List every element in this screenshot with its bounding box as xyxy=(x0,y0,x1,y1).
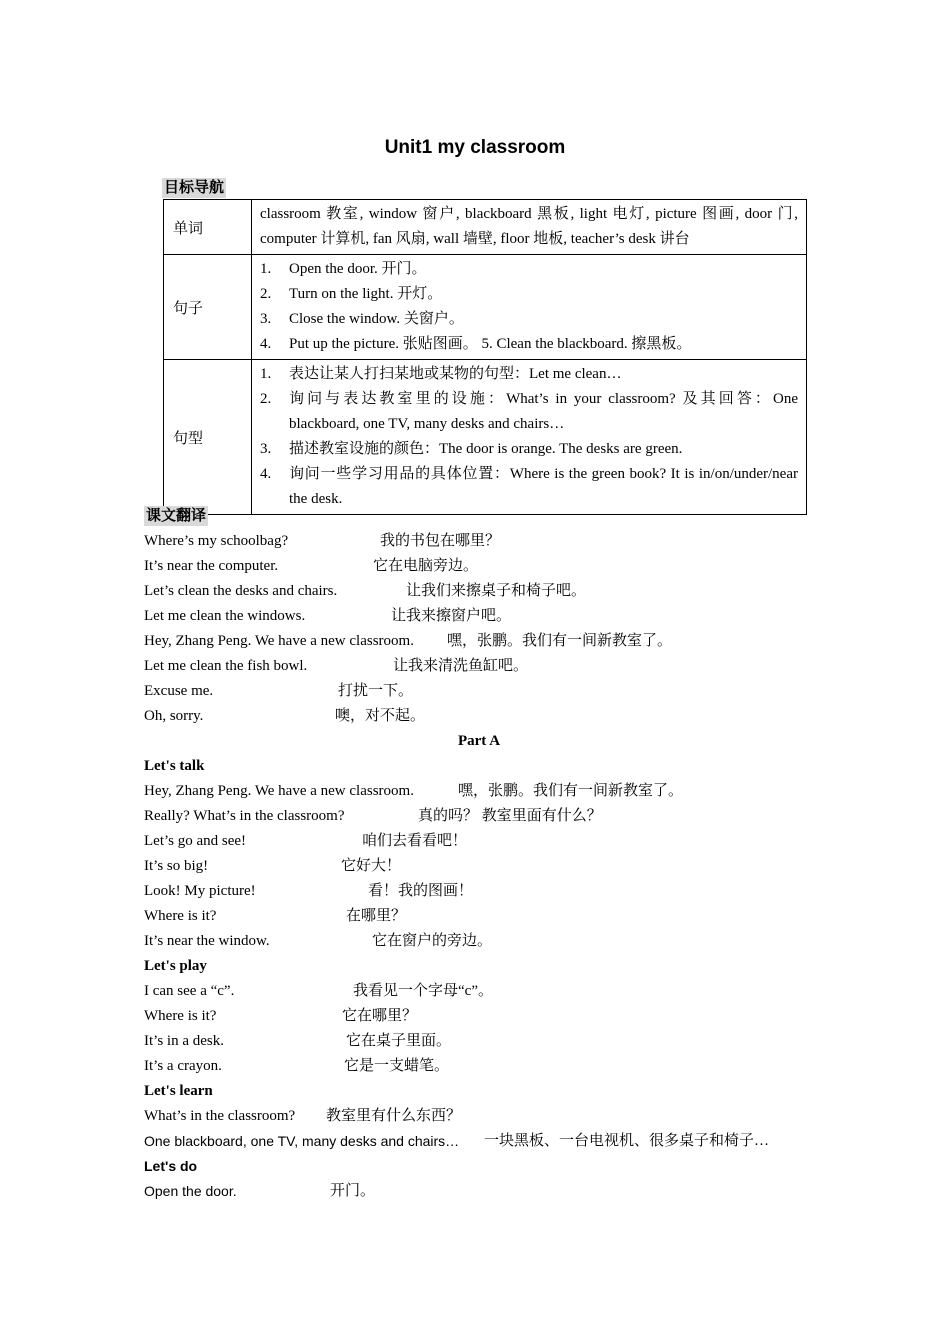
line-chinese: 在哪里？ xyxy=(346,908,407,924)
line-english: It’s in a desk. xyxy=(144,1033,224,1049)
text-line xyxy=(144,829,814,854)
text-line xyxy=(144,929,814,954)
text-line xyxy=(144,904,814,929)
line-english: It’s a crayon. xyxy=(144,1058,222,1074)
play-lines xyxy=(144,979,814,1079)
line-chinese: 让我来擦窗户吧。 xyxy=(391,608,512,624)
line-english: Really? What’s in the classroom? xyxy=(144,808,345,824)
line-english: Hey, Zhang Peng. We have a new classroom. xyxy=(144,633,414,649)
section-heading-nav xyxy=(162,178,226,198)
text-line xyxy=(144,879,814,904)
list-item-number: 3. xyxy=(260,441,272,457)
line-english: Oh, sorry. xyxy=(144,708,204,724)
text-line xyxy=(144,579,814,604)
line-chinese: 它在哪里？ xyxy=(342,1008,418,1024)
line-english: Where is it? xyxy=(144,1008,217,1024)
list-item xyxy=(260,257,798,282)
line-english: Let me clean the fish bowl. xyxy=(144,658,308,674)
line-english: Let’s clean the desks and chairs. xyxy=(144,583,338,599)
line-chinese: 噢，对不起。 xyxy=(335,708,426,724)
line-chinese: 一块黑板、一台电视机、很多桌子和椅子… xyxy=(484,1133,770,1149)
list-item xyxy=(260,307,798,332)
line-english: It’s near the window. xyxy=(144,933,270,949)
line-chinese: 打扰一下。 xyxy=(338,683,414,699)
words-text: classroom 教室, window 窗户, blackboard 黑板, light 电灯, picture 图画, door 门, computer 计算机, fan 风扇, wall 墙壁, floor 地板, teacher’s desk 讲台 xyxy=(260,206,798,247)
line-chinese: 它是一支蜡笔。 xyxy=(344,1058,450,1074)
line-english: Hey, Zhang Peng. We have a new classroom. xyxy=(144,783,414,799)
list-item xyxy=(260,437,798,462)
line-english: It’s near the computer. xyxy=(144,558,279,574)
lets-learn-heading: Let's learn xyxy=(144,1083,213,1099)
table-row-words xyxy=(164,200,807,255)
line-english: It’s so big! xyxy=(144,858,209,874)
list-item-number: 3. xyxy=(260,311,272,327)
words-head: 单词 xyxy=(164,200,252,255)
list-item-text: 表达让某人打扫某地或某物的句型：Let me clean… xyxy=(289,366,622,382)
text-line xyxy=(144,529,814,554)
list-item-number: 2. xyxy=(260,286,272,302)
text-line xyxy=(144,654,814,679)
page-title: Unit1 my classroom xyxy=(384,137,566,158)
list-item xyxy=(260,362,798,387)
line-english: Let’s go and see! xyxy=(144,833,247,849)
text-line xyxy=(144,1029,814,1054)
line-english: One blackboard, one TV, many desks and chairs… xyxy=(144,1133,460,1149)
list-item-number: 1. xyxy=(260,366,272,382)
part-a-heading: Part A xyxy=(457,733,501,749)
text-line xyxy=(144,679,814,704)
text-line xyxy=(144,629,814,654)
table-row-sentences xyxy=(164,255,807,360)
text-line xyxy=(144,604,814,629)
line-chinese: 让我来清洗鱼缸吧。 xyxy=(393,658,529,674)
line-chinese: 让我们来擦桌子和椅子吧。 xyxy=(406,583,587,599)
line-chinese: 它在桌子里面。 xyxy=(346,1033,452,1049)
lets-do-heading: Let's do xyxy=(144,1158,198,1174)
line-english: Where is it? xyxy=(144,908,217,924)
text-line xyxy=(144,854,814,879)
list-item-text: Close the window. 关窗户。 xyxy=(289,311,464,327)
document-body xyxy=(144,504,814,1204)
line-english: Excuse me. xyxy=(144,683,214,699)
learn-lines xyxy=(144,1104,814,1129)
line-chinese: 它好大！ xyxy=(341,858,402,874)
line-english: I can see a “c”. xyxy=(144,983,235,999)
line-english: Look! My picture! xyxy=(144,883,256,899)
table-row-patterns xyxy=(164,360,807,515)
learn-line-2 xyxy=(144,1129,814,1154)
objectives-table xyxy=(163,199,807,515)
list-item-text: Put up the picture. 张贴图画。 5. Clean the blackboard. 擦黑板。 xyxy=(289,336,692,352)
words-cell xyxy=(252,200,807,255)
line-english: Let me clean the windows. xyxy=(144,608,306,624)
list-item-number: 4. xyxy=(260,466,272,482)
text-line xyxy=(144,779,814,804)
sentences-list xyxy=(252,255,806,359)
line-chinese: 嘿，张鹏。我们有一间新教室了。 xyxy=(447,633,673,649)
lets-talk-heading: Let's talk xyxy=(144,758,205,774)
list-item xyxy=(260,387,798,437)
text-line xyxy=(144,554,814,579)
talk-lines xyxy=(144,779,814,954)
text-line xyxy=(144,979,814,1004)
patterns-head: 句型 xyxy=(164,360,252,515)
line-chinese: 嘿，张鹏。我们有一间新教室了。 xyxy=(458,783,684,799)
section-heading-translation xyxy=(144,504,814,529)
list-item-number: 1. xyxy=(260,261,272,277)
line-chinese: 看！我的图画！ xyxy=(368,883,474,899)
list-item-number: 4. xyxy=(260,336,272,352)
list-item xyxy=(260,332,798,357)
line-chinese: 咱们去看看吧！ xyxy=(362,833,468,849)
line-chinese: 真的吗？ 教室里面有什么？ xyxy=(418,808,602,824)
line-chinese: 我看见一个字母“c”。 xyxy=(353,983,493,999)
translation-lines xyxy=(144,529,814,729)
sentences-head: 句子 xyxy=(164,255,252,360)
line-chinese: 它在电脑旁边。 xyxy=(373,558,479,574)
text-line xyxy=(144,804,814,829)
line-chinese: 教室里有什么东西？ xyxy=(326,1108,462,1124)
patterns-cell xyxy=(252,360,807,515)
list-item xyxy=(260,282,798,307)
lets-play-heading: Let's play xyxy=(144,958,207,974)
text-line xyxy=(144,704,814,729)
line-chinese: 它在窗户的旁边。 xyxy=(372,933,493,949)
list-item-text: 询问一些学习用品的具体位置：Where is the green book? It is in/on/under/near the desk. xyxy=(289,466,798,507)
list-item-text: 询问与表达教室里的设施：What’s in your classroom? 及其回答：One blackboard, one TV, many desks and chairs… xyxy=(289,391,798,432)
sentences-cell xyxy=(252,255,807,360)
do-line xyxy=(144,1179,814,1204)
list-item-text: Open the door. 开门。 xyxy=(289,261,427,277)
line-english: What’s in the classroom? xyxy=(144,1108,296,1124)
line-english: Open the door. xyxy=(144,1183,237,1199)
text-line xyxy=(144,1004,814,1029)
text-line xyxy=(144,1104,814,1129)
list-item-text: 描述教室设施的颜色：The door is orange. The desks are green. xyxy=(289,441,683,457)
line-english: Where’s my schoolbag? xyxy=(144,533,289,549)
line-chinese: 开门。 xyxy=(330,1183,376,1199)
list-item-text: Turn on the light. 开灯。 xyxy=(289,286,443,302)
section-nav-label: 目标导航 xyxy=(164,180,225,196)
line-chinese: 我的书包在哪里？ xyxy=(380,533,501,549)
patterns-list xyxy=(252,360,806,514)
text-line xyxy=(144,1054,814,1079)
section-trans-label: 课文翻译 xyxy=(146,508,207,524)
list-item-number: 2. xyxy=(260,391,272,407)
